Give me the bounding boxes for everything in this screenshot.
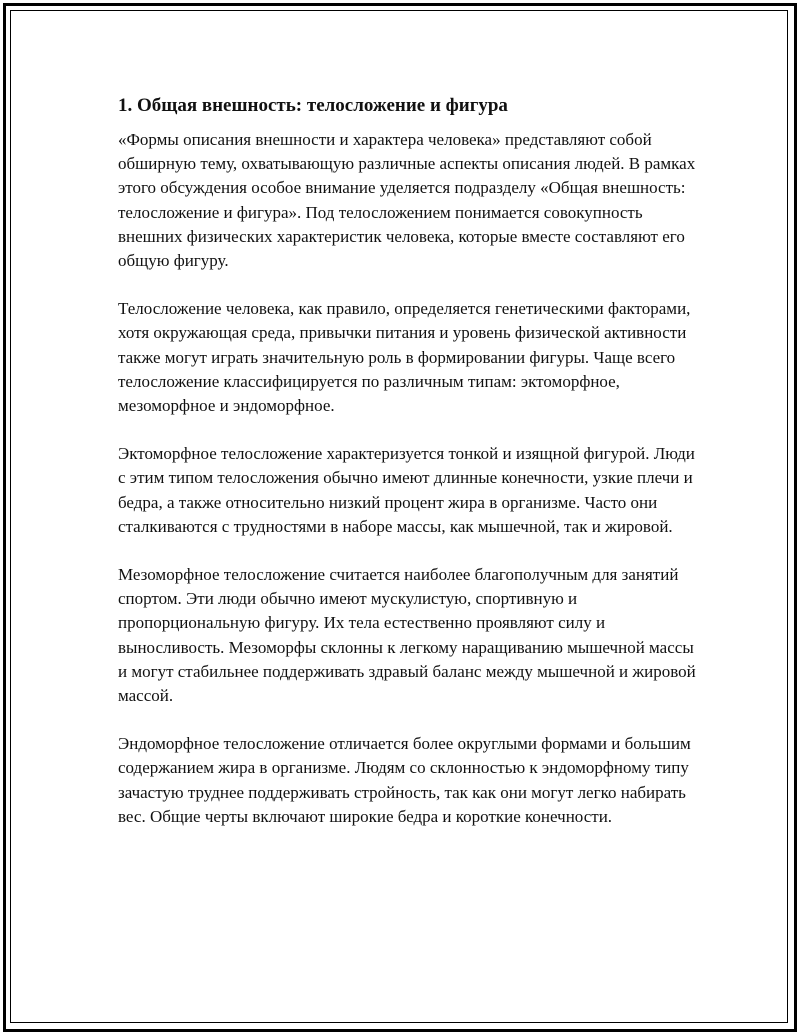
section-heading: 1. Общая внешность: телосложение и фигура xyxy=(118,95,508,116)
document-body xyxy=(118,93,696,853)
paragraph-mesomorph: Мезоморфное телосложение считается наиболее благополучным для занятий спортом. Эти люди обычно имеют мускулистую, спортивную и пропорциональную фигуру. Их тела естественно проявляют силу и выносливость. Мезоморфы склонны к легкому наращиванию мышечной массы и могут стабильнее поддерживать здравый баланс между мышечной и жировой массой. xyxy=(118,565,696,706)
paragraph-ectomorph: Эктоморфное телосложение характеризуется тонкой и изящной фигурой. Люди с этим типом телосложения обычно имеют длинные конечности, узкие плечи и бедра, а также относительно низкий процент жира в организме. Часто они сталкиваются с трудностями в наборе массы, как мышечной, так и жировой. xyxy=(118,444,695,536)
paragraph-endomorph: Эндоморфное телосложение отличается более округлыми формами и большим содержанием жира в организме. Людям со склонностью к эндоморфному типу зачастую труднее поддерживать стройность, так как они могут легко набирать вес. Общие черты включают широкие бедра и короткие конечности. xyxy=(118,734,691,826)
paragraph-body-types: Телосложение человека, как правило, определяется генетическими факторами, хотя окружающая среда, привычки питания и уровень физической активности также могут играть значительную роль в формировании фигуры. Чаще всего телосложение классифицируется по различным типам: эктоморфное, мезоморфное и эндоморфное. xyxy=(118,299,691,416)
paragraph-intro: «Формы описания внешности и характера человека» представляют собой обширную тему, охватывающую различные аспекты описания людей. В рамках этого обсуждения особое внимание уделяется подразделу «Общая внешность: телосложение и фигура». Под телосложением понимается совокупность внешних физических характеристик человека, которые вместе составляют его общую фигуру. xyxy=(118,130,696,271)
